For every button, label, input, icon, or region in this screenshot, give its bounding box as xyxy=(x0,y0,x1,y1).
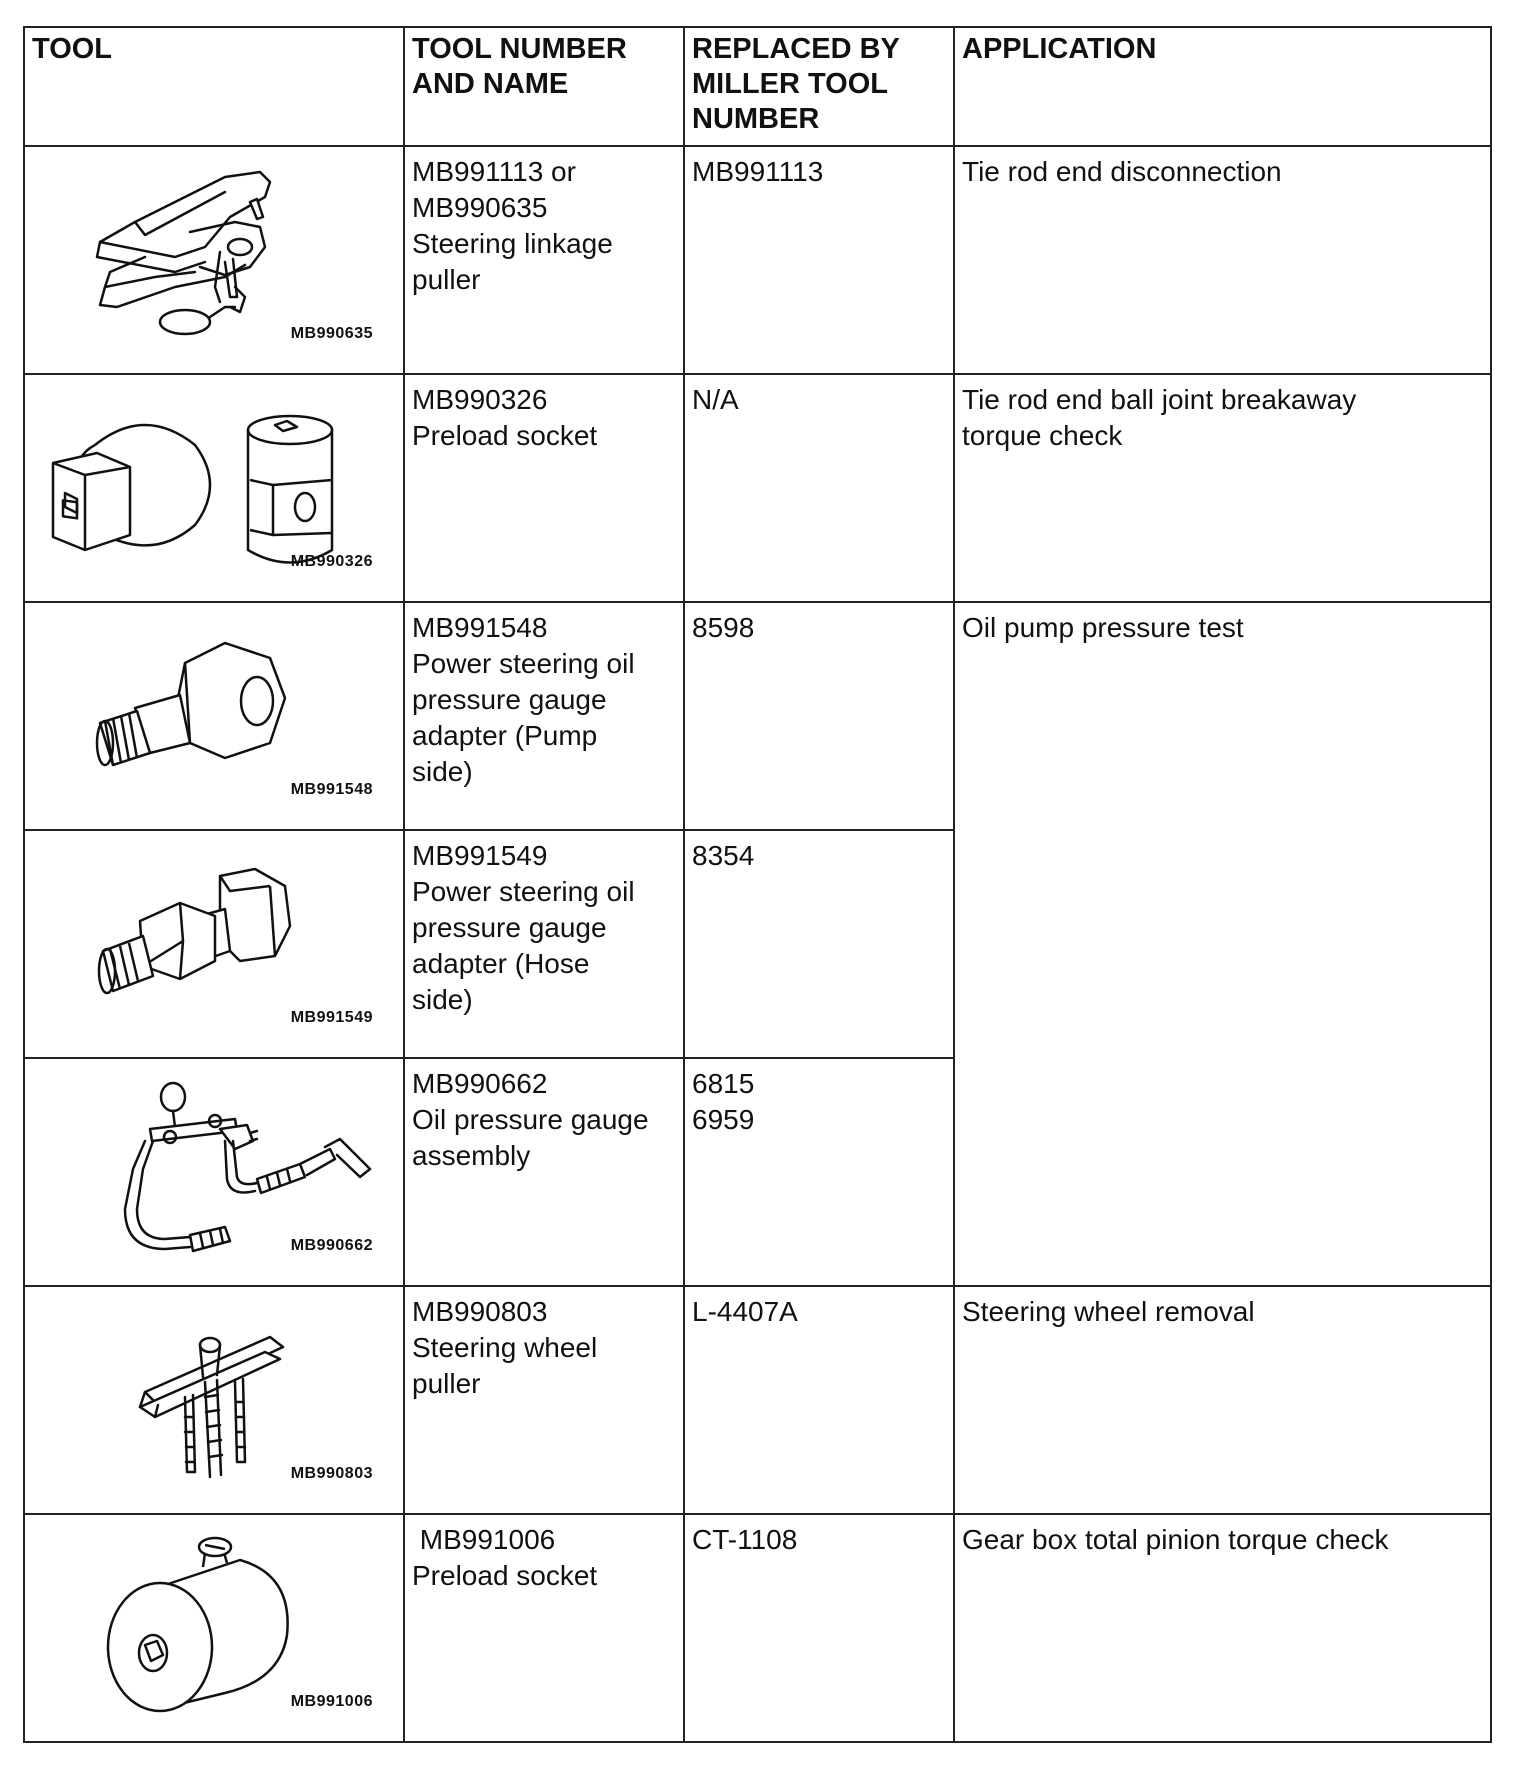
tool-number-name-cell: MB991549 Power steering oil pressure gauge adapter (Hose side) xyxy=(404,830,684,1058)
replaced-by-cell: N/A xyxy=(684,374,954,602)
application-cell: Gear box total pinion torque check xyxy=(954,1514,1491,1742)
tool-number-name-cell: MB990662 Oil pressure gauge assembly xyxy=(404,1058,684,1286)
special-tools-table xyxy=(23,26,1492,1743)
application-cell: Oil pump pressure test xyxy=(954,602,1491,1286)
header-tool-number-name: TOOL NUMBER AND NAME xyxy=(404,27,684,146)
application-cell: Steering wheel removal xyxy=(954,1286,1491,1514)
application-cell: Tie rod end ball joint breakaway torque check xyxy=(954,374,1491,602)
figure-label: MB991549 xyxy=(290,1009,373,1026)
tool-number-name-cell: MB991113 or MB990635 Steering linkage puller xyxy=(404,146,684,374)
tool-number-name-cell: MB991006 Preload socket xyxy=(404,1514,684,1742)
figure-label: MB991548 xyxy=(290,781,373,798)
figure-label: MB990326 xyxy=(290,553,373,570)
figure-label: MB990803 xyxy=(290,1465,373,1482)
application-cell: Tie rod end disconnection xyxy=(954,146,1491,374)
replaced-by-cell: 6815 6959 xyxy=(684,1058,954,1286)
tool-figure-cell xyxy=(24,1058,404,1286)
replaced-by-cell: 8598 xyxy=(684,602,954,830)
replaced-by-cell: L-4407A xyxy=(684,1286,954,1514)
tool-figure-cell xyxy=(24,1514,404,1742)
tool-figure-cell xyxy=(24,602,404,830)
table-row xyxy=(24,146,1491,374)
replaced-by-cell: MB991113 xyxy=(684,146,954,374)
table-row xyxy=(24,1514,1491,1742)
tool-figure-cell xyxy=(24,146,404,374)
tool-number-name-cell: MB991548 Power steering oil pressure gauge adapter (Pump side) xyxy=(404,602,684,830)
table-row xyxy=(24,602,1491,830)
figure-label: MB990635 xyxy=(290,325,373,342)
tool-number-name-cell: MB990326 Preload socket xyxy=(404,374,684,602)
tool-figure-cell xyxy=(24,374,404,602)
figure-label: MB990662 xyxy=(290,1237,373,1254)
header-tool: TOOL xyxy=(24,27,404,146)
table-row xyxy=(24,1286,1491,1514)
table-header-row xyxy=(24,27,1491,146)
header-application: APPLICATION xyxy=(954,27,1491,146)
figure-label: MB991006 xyxy=(290,1693,373,1710)
replaced-by-cell: 8354 xyxy=(684,830,954,1058)
replaced-by-cell: CT-1108 xyxy=(684,1514,954,1742)
header-replaced-by: REPLACED BY MILLER TOOL NUMBER xyxy=(684,27,954,146)
table-row xyxy=(24,374,1491,602)
tool-number-name-cell: MB990803 Steering wheel puller xyxy=(404,1286,684,1514)
tool-figure-cell xyxy=(24,830,404,1058)
tool-figure-cell xyxy=(24,1286,404,1514)
